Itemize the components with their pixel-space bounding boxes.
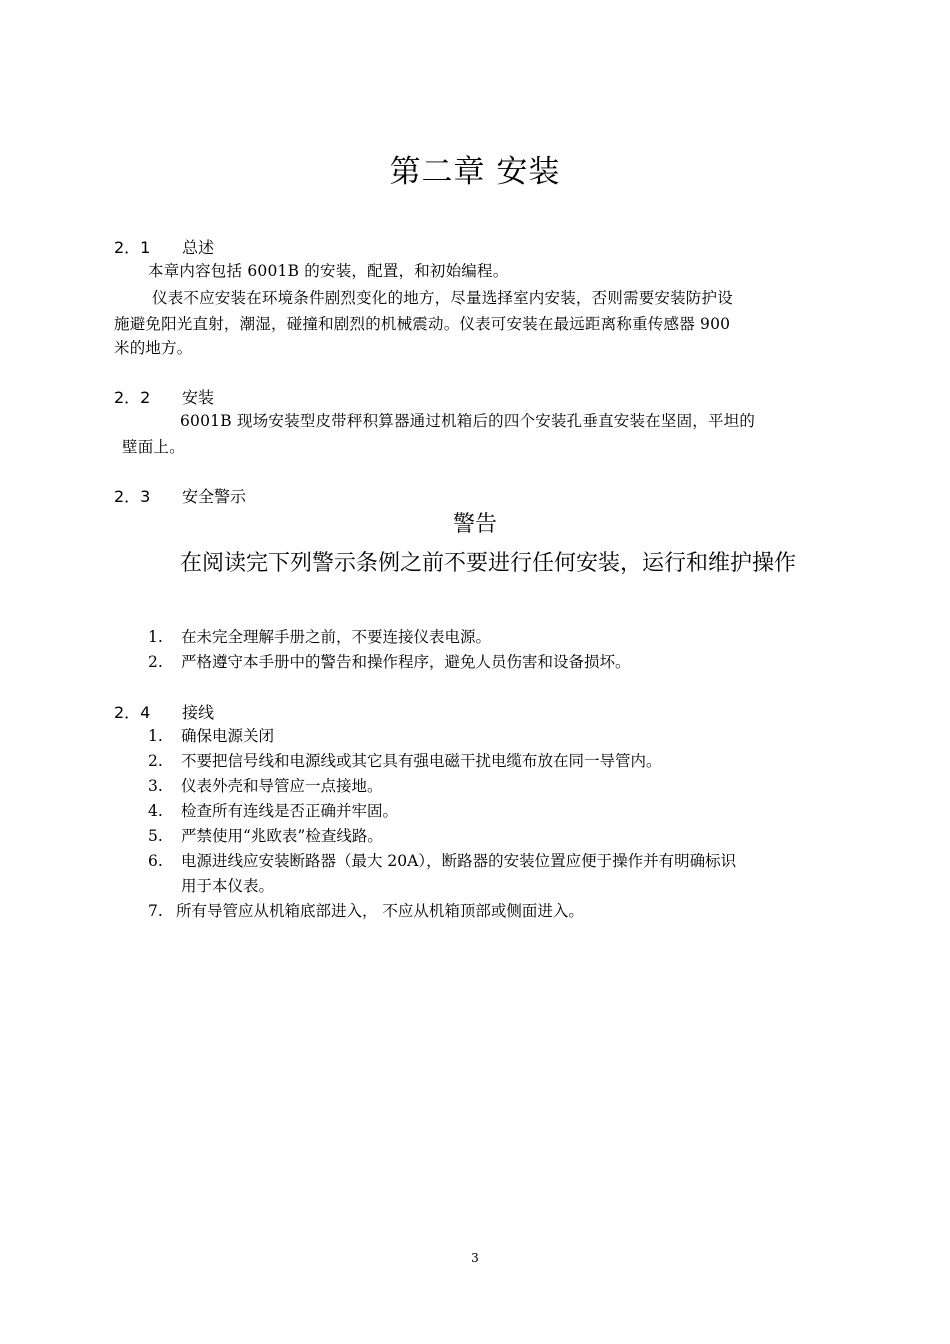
list-item-text: 严格遵守本手册中的警告和操作程序，避免人员伤害和设备损坏。 [181,653,631,671]
list-item [148,899,584,921]
section-heading-2-3 [114,484,246,507]
list-marker: 5. [148,827,163,845]
list-item-text: 不要把信号线和电源线或其它具有强电磁干扰电缆布放在同一导管内。 [181,752,662,770]
paragraph-line: 米的地方。 [114,339,193,357]
list-marker: 1. [148,727,163,745]
list-item [148,849,736,871]
list-item-text: 在未完全理解手册之前，不要连接仪表电源。 [181,628,492,646]
paragraph-line: 6001B 现场安装型皮带秤积算器通过机箱后的四个安装孔垂直安装在坚固，平坦的 [180,412,756,430]
section-title: 总述 [182,238,215,257]
list-item-text: 电源进线应安装断路器（最大 20A），断路器的安装位置应便于操作并有明确标识 [181,852,737,870]
list-item [148,749,662,771]
list-item-text: 确保电源关闭 [181,727,275,745]
section-title: 安全警示 [182,487,247,506]
list-marker: 3. [148,777,163,795]
section-number: 2．1 [114,238,151,257]
list-item [148,625,491,647]
section-heading-2-1 [114,235,214,258]
paragraph: 本章内容包括 6001B 的安装，配置，和初始编程。 [148,262,509,280]
list-item [148,799,398,821]
section-number: 2．4 [114,703,151,722]
section-title: 接线 [182,703,215,722]
list-marker: 2. [148,653,163,671]
list-item [148,724,274,746]
section-number: 2．3 [114,487,151,506]
section-heading-2-4 [114,700,214,723]
section-heading-2-2 [114,385,214,408]
list-item-text: 严禁使用“兆欧表”检查线路。 [181,827,383,845]
paragraph-line: 施避免阳光直射，潮湿，碰撞和剧烈的机械震动。仪表可安装在最远距离称重传感器 900 [114,315,731,333]
list-item [148,650,631,672]
list-item [148,824,383,846]
chapter-title: 第二章 安装 [389,154,561,190]
list-marker: 1. [148,628,163,646]
list-marker: 6. [148,852,163,870]
list-marker: 2. [148,752,163,770]
paragraph-line: 壁面上。 [122,438,185,456]
list-item-text: 所有导管应从机箱底部进入， 不应从机箱顶部或侧面进入。 [176,902,584,920]
list-marker: 7. [148,902,163,920]
section-number: 2．2 [114,388,151,407]
warning-title: 警告 [452,512,497,537]
list-item-text: 检查所有连线是否正确并牢固。 [181,802,399,820]
list-item [148,774,383,796]
list-item-text: 仪表外壳和导管应一点接地。 [181,777,383,795]
page-number: 3 [471,1251,479,1265]
list-marker: 4. [148,802,163,820]
section-title: 安装 [182,388,215,407]
warning-subtitle: 在阅读完下列警示条例之前不要进行任何安装，运行和维护操作 [180,551,797,576]
paragraph-line: 仪表不应安装在环境条件剧烈变化的地方，尽量选择室内安装，否则需要安装防护设 [152,289,733,307]
list-item-continuation: 用于本仪表。 [181,877,275,895]
